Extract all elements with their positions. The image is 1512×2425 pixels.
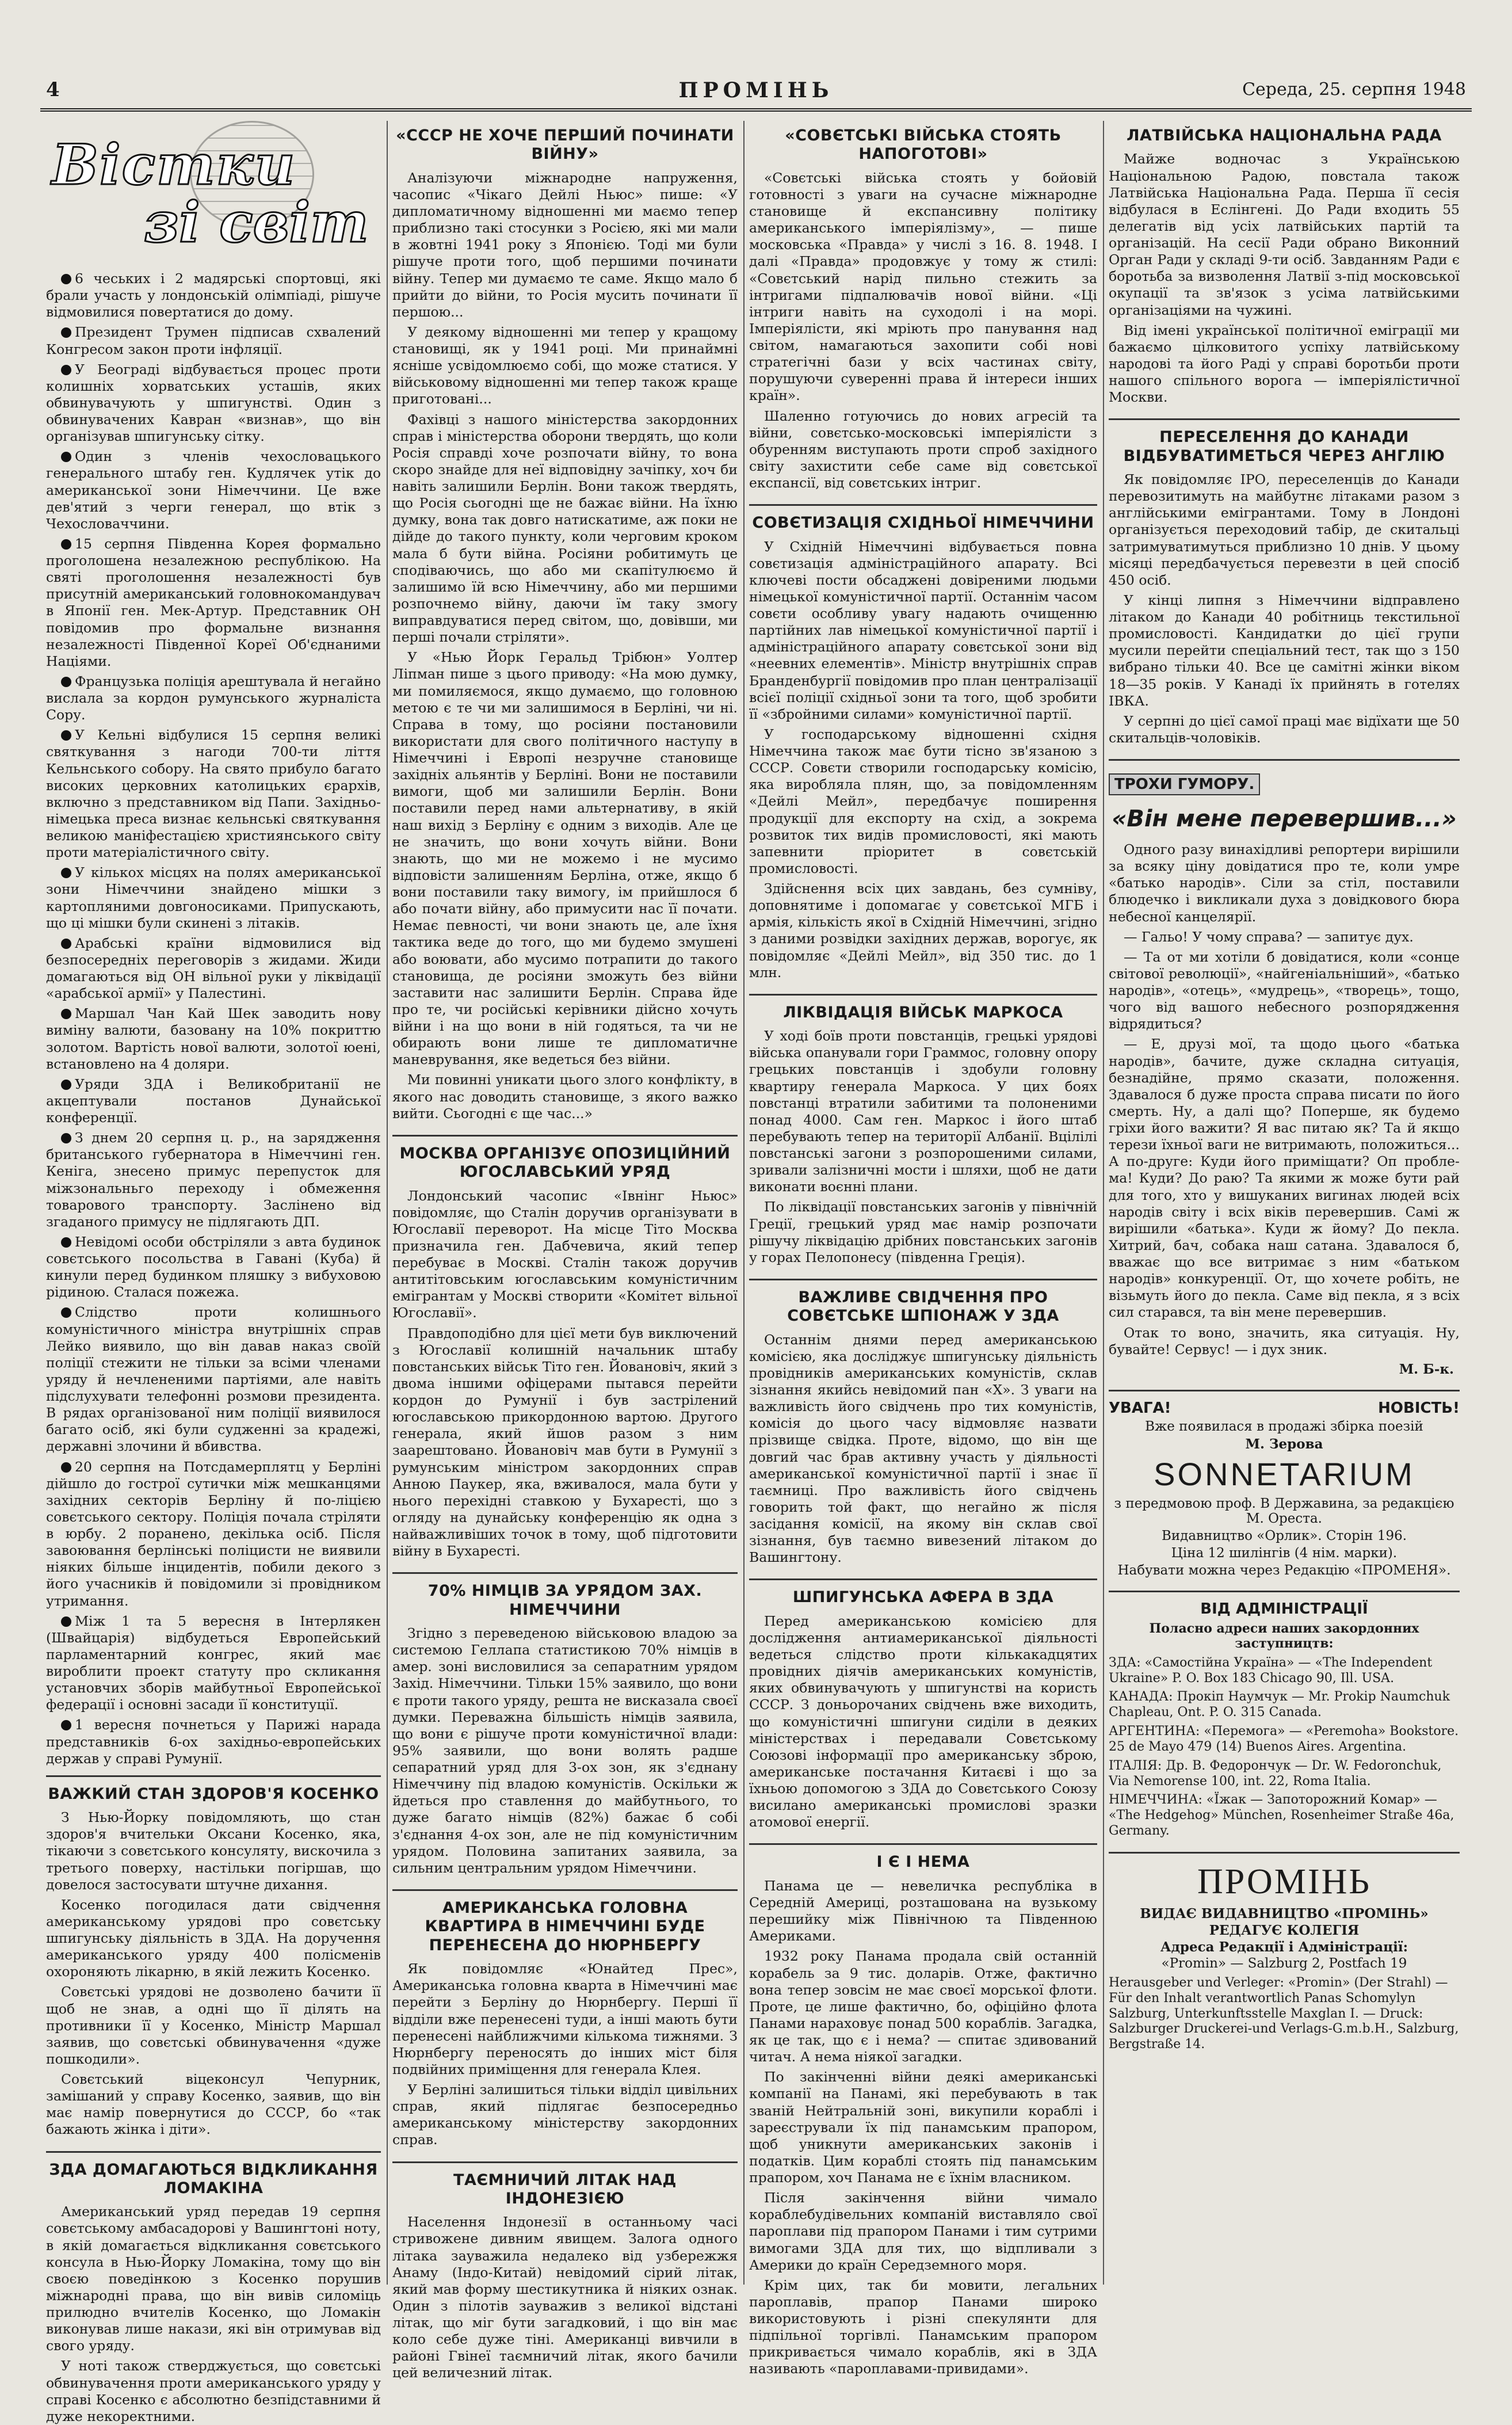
masthead: [1109, 1862, 1460, 2053]
news-brief-text: Слідство проти колишнього комуністичного міністра внутрішніх справ Лейко виявило, що він давав наказ своїй поліції стежити не тільки за всіми членами уряду й нечлененими партіями, але навіть підслухувати телефонні розмови президента. В рядах організованої ним поліції виявилося багато осіб, які були судженні за крадежі, державні злочини й вбивства.: [46, 1304, 381, 1455]
ad-header: [1109, 1400, 1460, 1417]
article-title: ПЕРЕСЕЛЕННЯ ДО КАНАДИ ВІДБУВАТИМЕТЬСЯ ЧЕРЕЗ АНГЛІЮ: [1123, 428, 1445, 465]
news-brief: [46, 1304, 381, 1455]
humor-paragraph: — Е, друзі мої, та щодо цього «батька народів», бачите, дуже складна ситуація, безнадійне, прямо сказати, положення. Здавалося б дуже проста справа писати по його смерть. Ну, а далі що? Поперше, як будемо гріхи його важити? Я вас питаю як? Та й якщо терези їхньої ваги не витримають, положиться... А по-друге: Куди його приміщати? Оп пробле-ма! Куди? До раю? Та якими ж може бути рай для того, хто у вишуканих вигинах людей всіх народів світу і всіх віків перевершив. Самі ж вирішили «батька». Куди ж йому? До пекла. Хитрий, бач, собака наш сатана. Здавалося б, вважає що все витримає з ним «батьком народів» конкуренції. От, що хочете робіть, не візьмуть його до пекла. Саме від пекла, я з всіх сил старався, та він мене перевершив.: [1109, 1036, 1460, 1321]
humor-signature: М. Б-к.: [1399, 1361, 1454, 1377]
article-paragraph: «Совєтські війська стоять у бойовій готовності з уваги на сучасне міжнародне становище й експансивну політику американського імперіялізму», — пише московська «Правда» у числі з 16. 8. 1948. І далі «Правда» продовжує у тому ж стилі: «Совєтський нарід пильно стежить за інтригами підпалювачів нової війни. «Ці інтриги навіть на суходолі і на морі. Імперіялісти, які мріють про панування над світом, намагаються захопити собі нові стратегічні бази у всіх частинах світу, порушуючи суверенні права й інтереси інших країн».: [749, 169, 1097, 404]
article-paragraph: Від імені української політичної еміграції ми бажаємо цілковитого успіху латвійському народові та його Раді у справі боротьби проти нашого спільного ворога — імперіялістичної Москви.: [1109, 322, 1460, 406]
article-paragraph: По закінченні війни деякі американські компанії на Панамі, які перебувають в так званій Нейтральній зоні, викупили кораблі і зареєстрували їх під панамським прапором, щоб уникнути американських законів і податків. Цим кораблі стоять під панамським прапором, хоч Панама не є їхнім власником.: [749, 2069, 1097, 2186]
column-1: [46, 121, 381, 2424]
divider: [749, 1279, 1097, 1280]
ad-right-label: НОВІСТЬ!: [1378, 1399, 1460, 1417]
article-paragraph: Перед американською комісією для дослідження антиамериканської діяльності ведеться слідство проти кількакадцятих провідних діячів американських комуністів, яких обвинувачують у шпигунстві на користь СССР. З доньорочаних свідчень вже виходить, що комуністичні шпигуни сиділи в деяких міністерствах і передавали Совєтському Союзові інформації про американську зброю, американське постачання Китаєві і що за їхньою допомогою з ЗДА до Совєтського Союзу висилано американські промислові зразки атомової енергії.: [749, 1612, 1097, 1831]
news-brief-text: Невідомі особи обстріляли з авта будинок совєтського посольства в Гавані (Куба) й кинули перед будинком пляшку з вибуховою рідиною. Сталася пожежа.: [46, 1233, 381, 1301]
article: [749, 1588, 1097, 1831]
ad-order: Набувати можна через Редакцію «ПРОМЕНЯ».: [1117, 1562, 1451, 1578]
bullet-dot-icon: [61, 1080, 71, 1090]
bullet-dot-icon: [61, 868, 71, 878]
article: [749, 127, 1097, 491]
article-title: «СССР НЕ ХОЧЕ ПЕРШИЙ ПОЧИНАТИ ВІЙНУ»: [396, 127, 734, 163]
divider: [46, 1775, 381, 1777]
ad-author: М. Зерова: [1245, 1436, 1323, 1452]
news-brief-text: 20 серпня на Потсдамерплятц у Берліні дійшло до гострої сутички між мешканцями західних секторів Берліну й по-ліцією совєтського сектору. Поліція почала стріляти в юрбу. 2 поранено, декілька осіб. Після завоювання берлінські поліцисти не виявили ніяких більше інцидентів, побили декого з його учасників й повідомили зі провідником утримання.: [46, 1458, 381, 1609]
article-title: ТАЄМНИЧИЙ ЛІТАК НАД ІНДОНЕЗІЄЮ: [453, 2171, 677, 2207]
humor-paragraph: Отак то воно, значить, яка ситуація. Ну, бувайте! Сервус! — і дух зник.: [1109, 1324, 1460, 1358]
admin-address: ІТАЛІЯ: Др. В. Федорончук — Dr. W. Fedoronchuk, Via Nemorense 100, int. 22, Roma Italia.: [1109, 1758, 1442, 1789]
news-brief: [46, 727, 381, 861]
news-brief: [46, 1459, 381, 1610]
article-title: ШПИГУНСЬКА АФЕРА В ЗДА: [792, 1588, 1054, 1607]
divider: [392, 2161, 738, 2163]
article: [392, 1899, 738, 2149]
news-brief: [46, 1717, 381, 1767]
logo-line-2: зі світ: [144, 190, 369, 255]
ad-book-title: SONNETARIUM: [1154, 1455, 1415, 1492]
news-brief-text: У Кельні відбулися 15 серпня великі святкування з нагоди 700-ти ліття Кельнського собору. На свято прибуло багато високих церковних католицьких єрархів, включно з представником від Папи. Західньо-німецька преса визнає кельнські святкування великою маніфестацією християнського світу проти матеріалістичного світу.: [46, 727, 381, 861]
divider: [1109, 759, 1460, 761]
ad-left-label: УВАГА!: [1109, 1399, 1171, 1417]
masthead-line4: «Promin» — Salzburg 2, Postfach 19: [1161, 1955, 1407, 1971]
article-title: СОВЄТИЗАЦІЯ СХІДНЬОЇ НІМЕЧЧИНИ: [752, 514, 1094, 532]
article-title: ЗДА ДОМАГАЮТЬСЯ ВІДКЛИКАННЯ ЛОМАКІНА: [49, 2160, 378, 2197]
article-paragraph: Ми повинні уникати цього злого конфлікту, в якого нас доводить становище, з якого важко вийти. Сьогодні є ще час...»: [392, 1072, 738, 1122]
page-header: [40, 74, 1472, 112]
news-brief-text: Французька поліція арештувала й негайно вислала за кордон румунського журналіста Сору.: [46, 673, 381, 723]
bullet-dot-icon: [61, 1720, 71, 1730]
column-2: [392, 121, 738, 2381]
logo-line-1: Вістки: [52, 132, 296, 197]
humor-paragraph: Одного разу винахідливі репортери вирішили за всяку ціну довідатися про те, коли умре «батько народів». Сіли за стіл, поставили блюдечко і викликали духа з довідкового бюра небесної канцелярії.: [1109, 841, 1460, 925]
article-paragraph: У деякому відношенні ми тепер у кращому становищі, як у 1941 році. Ми принаймні ясніше усвідомлюємо собі, що може статися. У військовому відношенні ми тепер також краще приготовані...: [392, 323, 738, 407]
masthead-name: ПРОМІНЬ: [1197, 1862, 1371, 1901]
article-paragraph: Панама це — невеличка республіка в Середній Америці, розташована на вузькому перешийку між Північною та Південною Америками.: [749, 1877, 1097, 1944]
humor-label: ТРОХИ ГУМОРУ.: [1109, 773, 1260, 795]
book-ad: [1109, 1400, 1460, 1578]
article-title: «СОВЄТСЬКІ ВІЙСЬКА СТОЯТЬ НАПОГОТОВІ»: [785, 127, 1062, 163]
article-paragraph: Майже водночас з Українською Національною Радою, повстала також Латвійська Національна Рада. Перша її сесія відбулася в Еслінгені. До Ради входить 55 делегатів від усіх латвійських партій та організацій. На сесії Ради обрано Виконний Орган Ради у складі 9-ти осіб. Завданням Ради є боротьба за визволення Латвії з-під московської окупації та зв'язок з усіма латвійськими організаціями на чужині.: [1109, 151, 1460, 318]
bullet-dot-icon: [61, 274, 71, 284]
bullet-dot-icon: [61, 1616, 71, 1627]
column-rule: [1103, 121, 1104, 2285]
news-brief-text: 15 серпня Південна Корея формально проголошена незалежною республікою. На святі проголошення незалежності був присутній американський головнокомандувач в Японії ген. Мек-Артур. Представник ОН повідомив про формальне визнання незалежності Південної Кореї Об'єднаними Націями.: [46, 535, 381, 669]
article-title: ВАЖКИЙ СТАН ЗДОРОВ'Я КОСЕНКО: [48, 1785, 379, 1803]
news-brief-text: З днем 20 серпня ц. р., на зарядження британського губернатора в Німеччині ген. Кеніга, знесено примус перепусток для міжзональньго переходу і обмеження товарового транспорту. Заслінено від згаданого примусу не підлягають ДП.: [46, 1130, 381, 1230]
article-title: АМЕРИКАНСЬКА ГОЛОВНА КВАРТИРА В НІМЕЧЧИНІ БУДЕ ПЕРЕНЕСЕНА ДО НЮРНБЕРГУ: [425, 1898, 705, 1954]
divider: [1109, 418, 1460, 420]
divider: [749, 994, 1097, 996]
article-paragraph: Фахівці з нашого міністерства закордонних справ і міністерства оборони твердять, що коли Росія справді хоче розпочати війну, то вона скоро знайде для неї відповідну зачіпку, хоч би навіть залишили Берлін. Вони також твердять, що Росія сьогодні ще не бажає війни. На їхню думку, вона так довго натискатиме, аж поки не дійде до такого пункту, коли черговим кроком мала б бути війна. Росіяни робитимуть це сподіваючись, що або ми скапітулюємо й залишимо їй всю Німеччину, або ми першими розпочнемо війну, даючи їм таку змогу виправдуватися перед світом, що, довівши, ми перші почали стріляти».: [392, 411, 738, 646]
article-paragraph: У господарському відношенні східня Німеччина також має бути тісно зв'язаною з СССР. Совєти створили господарську комісію, яка виробляла плян, що, за повідомленням «Дейлі Мейл», передбачує поширення продукції для експорту на схід, а зокрема розвиток тих видів промисловості, які мають запевнити пріоритет в совєтській промисловості.: [749, 726, 1097, 876]
news-brief-text: 6 чеських і 2 мадярські спортовці, які брали участь у лондонській олімпіаді, рішуче відмовилися повертатися до дому.: [46, 270, 381, 321]
article: [749, 1288, 1097, 1566]
bullet-dot-icon: [61, 677, 71, 687]
news-brief-text: У кількох місцях на полях американської зони Німеччини знайдено мішки з картопляними довгоносиками. Припускають, що ці мішки були скинені з літаків.: [46, 864, 381, 931]
article-paragraph: Шаленно готуючись до нових агресій та війни, совєтсько-московські імперіялісти з обуренням виступають проти спроб західного світу захистити себе саме від совєтської експансії, від совєтських інтриг.: [749, 407, 1097, 491]
admin-subtitle: Поласно адреси наших закордонних заступництв:: [1149, 1621, 1419, 1651]
article-paragraph: Останнім днями перед американською комісією, яка досліджує шпигунську діяльність провідників американських комуністів, склав зізнання якийсь невідомий пан «Х». З уваги на важливість його свідчень про тих комуністів, комісія до цього часу відмовляє назвати прізвище свідка. Проте, відомо, що він ще довгий час брав активну участь у діяльності американської комуністичної партії і знає її таємниці. Про важливість його свідчень говорить той факт, що негайно ж після засідання комісії, на якому він склав свої зізнання, був таємно вивезений літаком до Вашингтону.: [749, 1331, 1097, 1566]
page-number: 4: [46, 78, 60, 101]
ad-line1: Вже появилася в продажі збірка поезій: [1145, 1419, 1423, 1434]
article-paragraph: У ході боїв проти повстанців, грецькі урядові війська опанували гори Граммос, головну опору грецьких повстанців і здобули головну квартиру генерала Маркоса. У цих боях повстанці втратили забитими та полоненими понад 4000. Сам ген. Маркос і його штаб перебувають тепер на території Албанії. Вцілілі повстанські загони з розпорошеними силами, зривали залізничні мости і шляхи, щоб не дати виконати воєнні плани.: [749, 1028, 1097, 1195]
issue-date: Середа, 25. серпня 1948: [1242, 79, 1466, 100]
article-paragraph: У Східній Німеччині відбувається повна совєтизація адміністраційного апарату. Всі ключеві пости обсаджені довіреними людьми німецької комуністичної партії. Останнім часом совєти особливу увагу надають очищенню партійних лав німецької комуністичної партії і адміністраційного апарату совєтської зони від «неевних елементів». Міністр внутрішніх справ Бранденбургії повідомив про план централізації всієї поліції східньої зони та того, щоб зробити її «збройними силами» комуністичної партії.: [749, 538, 1097, 722]
column-rule: [387, 121, 388, 2285]
admin-addresses: [1109, 1656, 1460, 1839]
column-rule: [743, 121, 744, 2285]
article: [1109, 428, 1460, 746]
admin-section: [1109, 1600, 1460, 1839]
bullet-dot-icon: [61, 1009, 71, 1019]
news-brief: [46, 270, 381, 321]
news-brief-text: Маршал Чан Кай Шек заводить нову виміну валюти, базовану на 10% покриттю золотом. Вартість нової валюти, золотої юені, встановлено на 4 доляри.: [46, 1005, 381, 1072]
article-title: МОСКВА ОРГАНІЗУЄ ОПОЗИЦІЙНИЙ ЮГОСЛАВСЬКИЙ УРЯД: [399, 1144, 731, 1181]
news-brief: [46, 864, 381, 932]
divider: [392, 1135, 738, 1137]
divider: [749, 1578, 1097, 1580]
admin-address: ЗДА: «Самостійна Україна» — «The Independent Ukraine» P. O. Box 183 Chicago 90, Ill. USA.: [1109, 1655, 1433, 1686]
article: [749, 1853, 1097, 2377]
article-paragraph: У Берліні залишиться тільки відділ цивільних справ, який підлягає безпосередньо американському міністерству закордонних справ.: [392, 2081, 738, 2148]
bullet-dot-icon: [61, 452, 71, 462]
article-paragraph: Здійснення всіх цих завдань, без сумніву, доповнятиме і допомагає у совєтської МГБ і армія, кількість якої в Східній Німеччині, згідно з даними розвідки західних держав, ворогує, як повідомляє «Дейлі Мейл», від 350 тис. до 1 млн.: [749, 880, 1097, 981]
news-logo: [46, 121, 381, 265]
news-brief-text: Арабські країни відмовилися від безпосередніх переговорів з жидами. Жиди домагаються від ОН вільної руки у ліквідації «арабської армії» у Палестині.: [46, 935, 381, 1002]
article-paragraph: З Нью-Йорку повідомляють, що стан здоров'я вчительки Оксани Косенко, яка, тікаючи з совєтського консуляту, вискочила з третього поверху, настільки погіршав, що довелося застосувати штучне дихання.: [46, 1809, 381, 1893]
article-paragraph: Американський уряд передав 19 серпня совєтському амбасадорові у Вашингтоні ноту, в якій домагається відкликання совєтського консула в Нью-Йорку Ломакіна, тому що він своєю поведінкою з Косенко порушив міжнародні права, що він вивів силоміць прилюдно вчителів Косенко, що Ломакін виконував лише накази, які він отримував від свого уряду.: [46, 2203, 381, 2354]
article-paragraph: Совєтський віцеконсул Чепурник, замішаний у справу Косенко, заявив, що він має намір повернутися до СССР, бо «так бажають жінка і діти».: [46, 2071, 381, 2138]
ad-line2: з передмовою проф. В Державина, за редакцією М. Ореста.: [1114, 1496, 1454, 1526]
article: [749, 1004, 1097, 1266]
divider: [749, 504, 1097, 506]
bullet-dot-icon: [61, 1462, 71, 1473]
article: [46, 2161, 381, 2425]
column-3: [749, 121, 1097, 2377]
news-brief: [46, 361, 381, 445]
article-paragraph: Згідно з переведеною військовою владою за системою Геллапа статистикою 70% німців в амер. зоні висловилися за сепаратним урядом Захід. Німеччини. Тільки 15% заявило, що вони є проти такого уряду, решта не висказала своєї думки. Переважна більшість німців заявила, що вони є рішуче проти комуністичної влади: 95% заявили, що вони волять радше сепаратний уряд для 3-ох зон, як з'єднану Німеччину під владою комуністів. Оскільки ж йдеться про ставлення до майбутнього, то дуже багато німців (82%) бажає б собі з'єднання 4-ох зон, але не під комуністичним урядом. Половина запитаних заявила, за сильним центральним урядом Німеччини.: [392, 1625, 738, 1876]
article-paragraph: 1932 року Панама продала свій останній корабель за 9 тис. доларів. Отже, фактично вона тепер зовсім не має своєї морської флоти. Проте, це лише фактично, бо, офіційно флота Панами нараховує понад 500 кораблів. Загадка, як це так, що є і нема? — спитає здивований читач. А нема ніякої загадки.: [749, 1948, 1097, 2065]
bullet-dot-icon: [61, 1307, 71, 1318]
article: [749, 514, 1097, 981]
news-brief: [46, 536, 381, 670]
news-brief-text: Уряди ЗДА і Великобританії не акцептували постанов Дунайської конференції.: [46, 1076, 381, 1126]
article-paragraph: Аналізуючи міжнародне напруження, часопис «Чікаго Дейлі Ньюс» пише: «У дипломатичному відношенні ми маємо тепер приблизно такі стосунки з Росією, які ми мали в жовтні 1941 року з Японією. Тоді ми були рішуче проти того, щоб першими починати війну. Тепер ми думаємо те саме. Якщо мало б прийти до війни, то Росія мусить починати її першою...: [392, 169, 738, 320]
article-paragraph: Населення Індонезії в останньому часі стривожене дивним явищем. Залога одного літака зауважила недалеко від узбережжя Анаму (Індо-Китай) невідомий сірий літак, який мав форму шестикутника й ніяких ознак. Один з пілотів зауважив з великої відстані літак, що міг бути загадковий, і що він має коло себе дуже тіні. Американці вивчили в районі Гвінеї таємничий літак, якого бачили цей величезний літак.: [392, 2214, 738, 2381]
article-title: ЛІКВІДАЦІЯ ВІЙСЬК МАРКОСА: [783, 1003, 1063, 1021]
article-paragraph: По ліквідації повстанських загонів у північній Греції, грецький уряд має намір розпочати рішучу ліквідацію дрібних повстанських загонів у горах Пелопонесу (південна Греція).: [749, 1199, 1097, 1265]
article: [46, 1785, 381, 2138]
bullet-dot-icon: [61, 327, 71, 338]
admin-address: НІМЕЧЧИНА: «Їжак — Запоторожний Комар» — «The Hedgehog» München, Rosenheimer Straße 46a, Germany.: [1109, 1793, 1454, 1839]
admin-address: КАНАДА: Прокіп Наумчук — Mr. Prokip Naumchuk Chapleau, Ont. P. O. 315 Canada.: [1109, 1690, 1450, 1720]
humor-paragraph: — Та от ми хотіли б довідатися, коли «сонце світової революції», «найгеніальніший», «батько народів», «отець», «мудрець», «творець», тощо, чого від вашого небесного розпорядження відрядиться?: [1109, 948, 1460, 1032]
bullet-dot-icon: [61, 539, 71, 550]
news-brief: [46, 1130, 381, 1230]
humor-paragraph: — Гальо! У чому справа? — запитує дух.: [1124, 928, 1414, 945]
imprint: Herausgeber und Verleger: «Promin» (Der Strahl) — Für den Inhalt verantwortlich Panas Schomylyn Salzburg, Unterkunftsstelle Maxglan I. — Druck: Salzburger Druckerei-und Verlags-G.m.b.H., Salzburg, Bergstraße 14.: [1109, 1975, 1459, 2052]
article-paragraph: Косенко погодилася дати свідчення американському урядові про совєтську шпигунську діяльність в ЗДА. На доручення американського уряду 400 полісменів охороняють лікарню, в якій лежить Косенко.: [46, 1896, 381, 1980]
divider: [1109, 1591, 1460, 1592]
news-brief: [46, 448, 381, 532]
news-brief: [46, 1613, 381, 1714]
news-brief: [46, 1234, 381, 1301]
article: [392, 2171, 738, 2382]
ad-price: Ціна 12 шилінгів (4 нім. марки).: [1171, 1545, 1398, 1561]
article-title: І Є І НЕМА: [876, 1853, 970, 1871]
humor-body: [1109, 841, 1460, 1358]
news-brief-text: Президент Трумен підписав схвалений Конгресом закон проти інфляції.: [46, 324, 381, 357]
article: [1109, 127, 1460, 406]
masthead-line3: Адреса Редакції і Адміністрації:: [1160, 1939, 1408, 1955]
bullet-dot-icon: [61, 365, 71, 375]
article-paragraph: Як повідомляє «Юнайтед Прес», Американська головна кварта в Німеччині має перейти з Берліну до Нюрнбергу. Перші її відділи вже перенесені туди, а інші мають бути перенесені найближчими кількома тижнями. З Нюрнбергу переносять до інших міст біля подвійних приміщення для генерала Клея.: [392, 1961, 738, 2077]
column-4: [1109, 121, 1460, 2285]
divider: [46, 2151, 381, 2153]
article-paragraph: Як повідомляє ІРО, переселенців до Канади перевозитимуть на майбутнє літаками разом з англійськими емігрантами. Тому в Лондоні організується переходовий табір, де скитальці затримуватимуться приблизно 10 днів. У цьому місяці передбачується перевезти в цей спосіб 450 осіб.: [1109, 471, 1460, 588]
news-brief-text: Між 1 та 5 вересня в Інтерлякен (Швайцарія) відбудеться Европейський парламентарний конгрес, який має вироблити проект статуту про скликання установчих зборів майбутньої Европейської федерації і основні засади її конституції.: [46, 1612, 381, 1713]
article: [392, 1145, 738, 1560]
bullet-dot-icon: [61, 730, 71, 741]
bullet-dot-icon: [61, 1133, 71, 1143]
news-brief: [46, 1005, 381, 1073]
humor-title: «Він мене перевершив...»: [1112, 806, 1457, 833]
article-paragraph: У ноті також стверджується, що совєтські обвинувачення проти американського уряду у справі Косенко є абсолютно безпідставними й дуже некоректними.: [46, 2358, 381, 2424]
article-title: ЛАТВІЙСЬКА НАЦІОНАЛЬНА РАДА: [1127, 127, 1442, 144]
news-brief-text: 1 вересня почнеться у Парижі нарада представників 6-ох західньо-европейських держав у справі Румунії.: [46, 1717, 381, 1767]
article-title: ВАЖЛИВЕ СВІДЧЕННЯ ПРО СОВЄТСЬКЕ ШПІОНАЖ У ЗДА: [787, 1288, 1059, 1325]
news-brief: [46, 673, 381, 723]
admin-title: ВІД АДМІНІСТРАЦІЇ: [1200, 1600, 1368, 1618]
article-paragraph: Після закінчення війни чимало кораблебудівельних компаній виставляло свої пароплави під прапором Панами і тим сутрими вимогами ЗДА для тих, що відпливали з Америки до країн Середземного моря.: [749, 2190, 1097, 2273]
masthead-line1: ВИДАЄ ВИДАВНИЦТВО «ПРОМІНЬ»: [1140, 1905, 1429, 1921]
news-brief: [46, 324, 381, 357]
article-paragraph: Лондонський часопис «Івнінг Ньюс» повідомляє, що Сталін доручив організувати в Югославії переворот. На місце Тіто Москва призначила ген. Дабчевича, який тепер перебуває в Москві. Сталін також доручив антитітовським югославським комуністичним емігрантам у Москві створити «Комітет вільної Югославії».: [392, 1187, 738, 1321]
newspaper-title: ПРОМІНЬ: [678, 78, 834, 102]
article-title: 70% НІМЦІВ ЗА УРЯДОМ ЗАХ. НІМЕЧЧИНИ: [427, 1582, 702, 1619]
news-brief: [46, 935, 381, 1002]
article-paragraph: Крім цих, так би мовити, легальних пароплавів, прапор Панами широко використовують і різні спекулянти для підпільної торгівлі. Панамським прапором прикривається чимало кораблів, які в ЗДА називають «пароплавами-привидами».: [749, 2277, 1097, 2377]
divider: [1109, 1390, 1460, 1391]
news-brief-text: Один з членів чехословацького генерального штабу ген. Кудлячек утік до американської зони Німеччини. Це вже дев'ятий з черги генерал, що втік з Чехословаччини.: [46, 448, 381, 532]
humor-section: [1109, 769, 1460, 1377]
article: [392, 1582, 738, 1877]
ad-publisher: Видавництво «Орлик». Сторін 196.: [1161, 1528, 1407, 1543]
news-brief: [46, 1076, 381, 1126]
article-paragraph: У кінці липня з Німеччини відправлено літаком до Канади 40 робітниць текстильної промисловості. Кандидатки до цієї групи мусили перейти спеціальний тест, так що з 150 вибрано тільки 40. Все це самітні жінки віком 18—35 років. У Канаді їх прийнять в готелях ІВКА.: [1109, 592, 1460, 709]
article-paragraph: У «Нью Йорк Геральд Трібюн» Уолтер Ліпман пише з цього приводу: «На мою думку, ми помиляємося, якщо думаємо, що головною метою є те чи ми залишимося в Берліні, чи ні. Справа в тому, що росіяни постановили використати для свого політичного наступу в Німеччині і Европі незручне становище західніх альянтів у Берліні. Вони не поставили вимоги, щоб ми залишили Берлін. Вони поставили перед нами альтернативу, в якій наш вихід з Берліну є одним з виходів. Але це не значить, що вони хочуть війни. Вони знають, що ми не можемо і не мусимо відповісти залишенням Берліна, отже, якщо б вони поставили таку вимогу, ім прийшлося б або почати війну, або примусити нас її почати. Немає певності, чи вони знають це, але їхня тактика веде до того, що ми будемо змушені або воювати, або мусимо потрапити до такого становища, де росіяни зможуть без війни заставити нас залишити Берлін. Справа йде про те, чи російські керівники дійсно хочуть війни і на що вони в ній годяться, та чи не обирають вони лише те дипломатичне маневрування, яке ведеться без війни.: [392, 649, 738, 1068]
article-paragraph: Совєтські урядові не дозволено бачити її щоб не знав, а одні що її ділять на противники її у Косенко, Міністр Маршал заявив, що совєтські обвинувачення «дуже пошкодили».: [46, 1984, 381, 2067]
bullet-dot-icon: [61, 1237, 71, 1248]
article: [392, 127, 738, 1122]
divider: [392, 1572, 738, 1574]
news-briefs: [46, 270, 381, 1767]
divider: [392, 1889, 738, 1891]
article-paragraph: Правдоподібно для цієї мети був виключений з Югославії колишній начальник штабу повстанських військ Тіто ген. Йовановіч, який з двома іншими офіцерами пытався перейти кордон до Румунії і був застрілений югославською прикордонною вартою. Другого генерала, який йшов разом з ним заарештовано. Йовановіч мав бути в Румунії з румунським міністром закордонних справ Анною Паукер, яка, вживалося, мала бути у нього перехідні ставкою у Бухаресті, що з огляду на дунайську конференцію як одна з найважливіших точок в тому, щоб підготовити війну в Бухаресті.: [392, 1325, 738, 1560]
bullet-dot-icon: [61, 939, 71, 949]
divider: [749, 1843, 1097, 1845]
admin-address: АРГЕНТИНА: «Перемога» — «Peremoha» Bookstore. 25 de Mayo 479 (14) Buenos Aires. Argentina.: [1109, 1724, 1459, 1754]
article-paragraph: У серпні до цієї самої праці має відїхати ще 50 скитальців-чоловіків.: [1109, 712, 1460, 746]
news-brief-text: У Београді відбувається процес проти колишніх хорватських усташів, яких обвинувачують у шпигунстві. Один з обвинувачених Кавран «визнав», що він організував шпигунську сітку.: [46, 361, 381, 445]
divider: [1109, 1852, 1460, 1854]
masthead-line2: РЕДАГУЄ КОЛЕГІЯ: [1209, 1922, 1360, 1938]
